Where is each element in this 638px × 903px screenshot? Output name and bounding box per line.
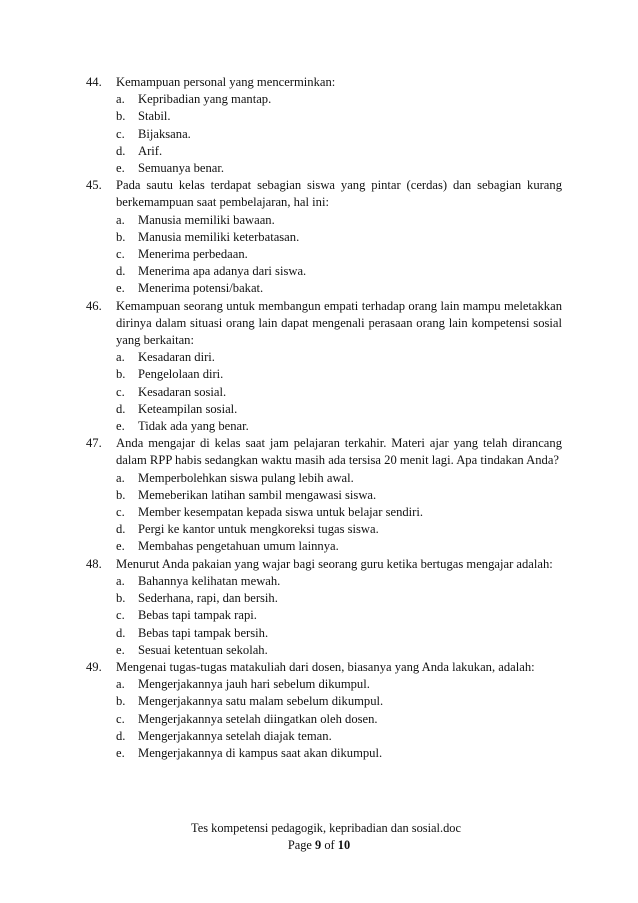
option-text: Pergi ke kantor untuk mengkoreksi tugas siswa. [138,522,379,537]
option-letter: b. [116,694,126,709]
option [86,676,562,693]
footer-filename: Tes kompetensi pedagogik, kepribadian dan sosial.doc [191,821,461,835]
option-text: Member kesempatan kepada siswa untuk belajar sendiri. [138,505,424,520]
option [86,590,562,607]
option [86,212,562,229]
option-letter: d. [116,264,126,279]
option [86,91,562,108]
option [86,693,562,710]
question-block [86,435,562,555]
option [86,487,562,504]
option-text: Mengerjakannya jauh hari sebelum dikumpul. [138,677,370,692]
option-text: Sesuai ketentuan sekolah. [138,642,268,657]
option-letter: a. [116,212,125,227]
option-text: Manusia memiliki bawaan. [138,212,275,227]
option [86,470,562,487]
option [86,160,562,177]
option-text: Membahas pengetahuan umum lainnya. [138,539,339,554]
option-letter: a. [116,573,125,588]
option-letter: c. [116,126,125,141]
option-text: Stabil. [138,109,171,124]
option-text: Keteampilan sosial. [138,401,238,416]
question-text: Mengenai tugas-tugas matakuliah dari dosen, biasanya yang Anda lakukan, adalah: [116,659,535,674]
option-text: Menerima perbedaan. [138,247,248,262]
page-total: 10 [337,837,351,852]
option-letter: b. [116,487,126,502]
option-letter: b. [116,367,126,382]
option [86,126,562,143]
question-number: 47. [86,436,102,451]
option-text: Memeberikan latihan sambil mengawasi siswa. [138,487,377,502]
option-letter: d. [116,143,126,158]
option-letter: b. [116,229,126,244]
question-block [86,177,562,297]
option-text: Arif. [138,143,163,158]
option-letter: a. [116,92,125,107]
question-number: 45. [86,178,102,193]
question-stem [86,74,562,91]
option-letter: a. [116,350,125,365]
option [86,108,562,125]
question-text: Menurut Anda pakaian yang wajar bagi seorang guru ketika bertugas mengajar adalah: [116,556,553,571]
option [86,607,562,624]
question-block [86,74,562,177]
option-text: Bahannya kelihatan mewah. [138,573,281,588]
option-letter: a. [116,677,125,692]
question-text: Anda mengajar di kelas saat jam pelajaran terkahir. Materi ajar yang telah dirancang dalam RPP habis sedangkan waktu masih ada tersisa 20 menit lagi. Apa tindakan Anda? [116,436,562,468]
option-text: Menerima apa adanya dari siswa. [138,264,307,279]
option-letter: e. [116,642,125,657]
option-letter: e. [116,419,125,434]
option [86,521,562,538]
option-letter: c. [116,247,125,262]
option [86,745,562,762]
option [86,384,562,401]
question-block [86,298,562,436]
question-block [86,659,562,762]
option-letter: e. [116,539,125,554]
option-letter: b. [116,591,126,606]
question-number: 49. [86,659,102,674]
page-indicator [0,837,638,854]
question-text: Pada sautu kelas terdapat sebagian siswa yang pintar (cerdas) dan sebagian kurang berkemampuan saat pembelajaran, hal ini: [116,178,562,210]
option [86,143,562,160]
option [86,573,562,590]
question-number: 48. [86,556,102,571]
question-text: Kemampuan seorang untuk membangun empati terhadap orang lain mampu meletakkan dirinya dalam situasi orang lain dapat mengenali perasaan orang lain kompetensi sosial yang berkaitan: [116,298,562,348]
option-text: Memperbolehkan siswa pulang lebih awal. [138,470,354,485]
option [86,401,562,418]
option-text: Mengerjakannya setelah diajak teman. [138,728,332,743]
option-letter: e. [116,161,125,176]
option-letter: b. [116,109,126,124]
option [86,711,562,728]
question-number: 46. [86,298,102,313]
option-text: Kesadaran diri. [138,350,215,365]
option-text: Bebas tapi tampak bersih. [138,625,269,640]
option [86,728,562,745]
question-stem [86,298,562,350]
option-text: Pengelolaan diri. [138,367,224,382]
question-text: Kemampuan personal yang mencerminkan: [116,75,336,89]
option-letter: c. [116,608,125,623]
option-letter: c. [116,711,125,726]
option [86,366,562,383]
option-text: Mengerjakannya di kampus saat akan dikumpul. [138,745,383,760]
option [86,418,562,435]
option-text: Mengerjakannya satu malam sebelum dikumpul. [138,694,384,709]
option [86,246,562,263]
option-text: Semuanya benar. [138,161,225,176]
option [86,538,562,555]
option-text: Kepribadian yang mantap. [138,92,272,107]
question-stem [86,556,562,573]
option-letter: d. [116,728,126,743]
option-letter: e. [116,745,125,760]
page-of-label: of [324,837,335,852]
question-number: 44. [86,75,102,89]
option-text: Manusia memiliki keterbatasan. [138,229,300,244]
option-letter: e. [116,281,125,296]
option-text: Menerima potensi/bakat. [138,281,264,296]
page-label: Page [287,837,312,852]
option [86,280,562,297]
question-stem [86,177,562,211]
option [86,349,562,366]
option-text: Bebas tapi tampak rapi. [138,608,257,623]
page-current: 9 [315,837,322,852]
option-text: Tidak ada yang benar. [138,419,249,434]
option-text: Kesadaran sosial. [138,384,227,399]
option-text: Mengerjakannya setelah diingatkan oleh dosen. [138,711,378,726]
option-letter: a. [116,470,125,485]
option-text: Sederhana, rapi, dan bersih. [138,591,278,606]
question-list [86,74,562,762]
question-stem [86,659,562,676]
option-letter: d. [116,625,126,640]
option [86,263,562,280]
option-letter: d. [116,522,126,537]
question-stem [86,435,562,469]
page-footer [0,820,638,854]
option [86,504,562,521]
option-letter: c. [116,384,125,399]
option-text: Bijaksana. [138,126,191,141]
option [86,625,562,642]
option [86,229,562,246]
option [86,642,562,659]
option-letter: d. [116,401,126,416]
question-block [86,556,562,659]
option-letter: c. [116,505,125,520]
